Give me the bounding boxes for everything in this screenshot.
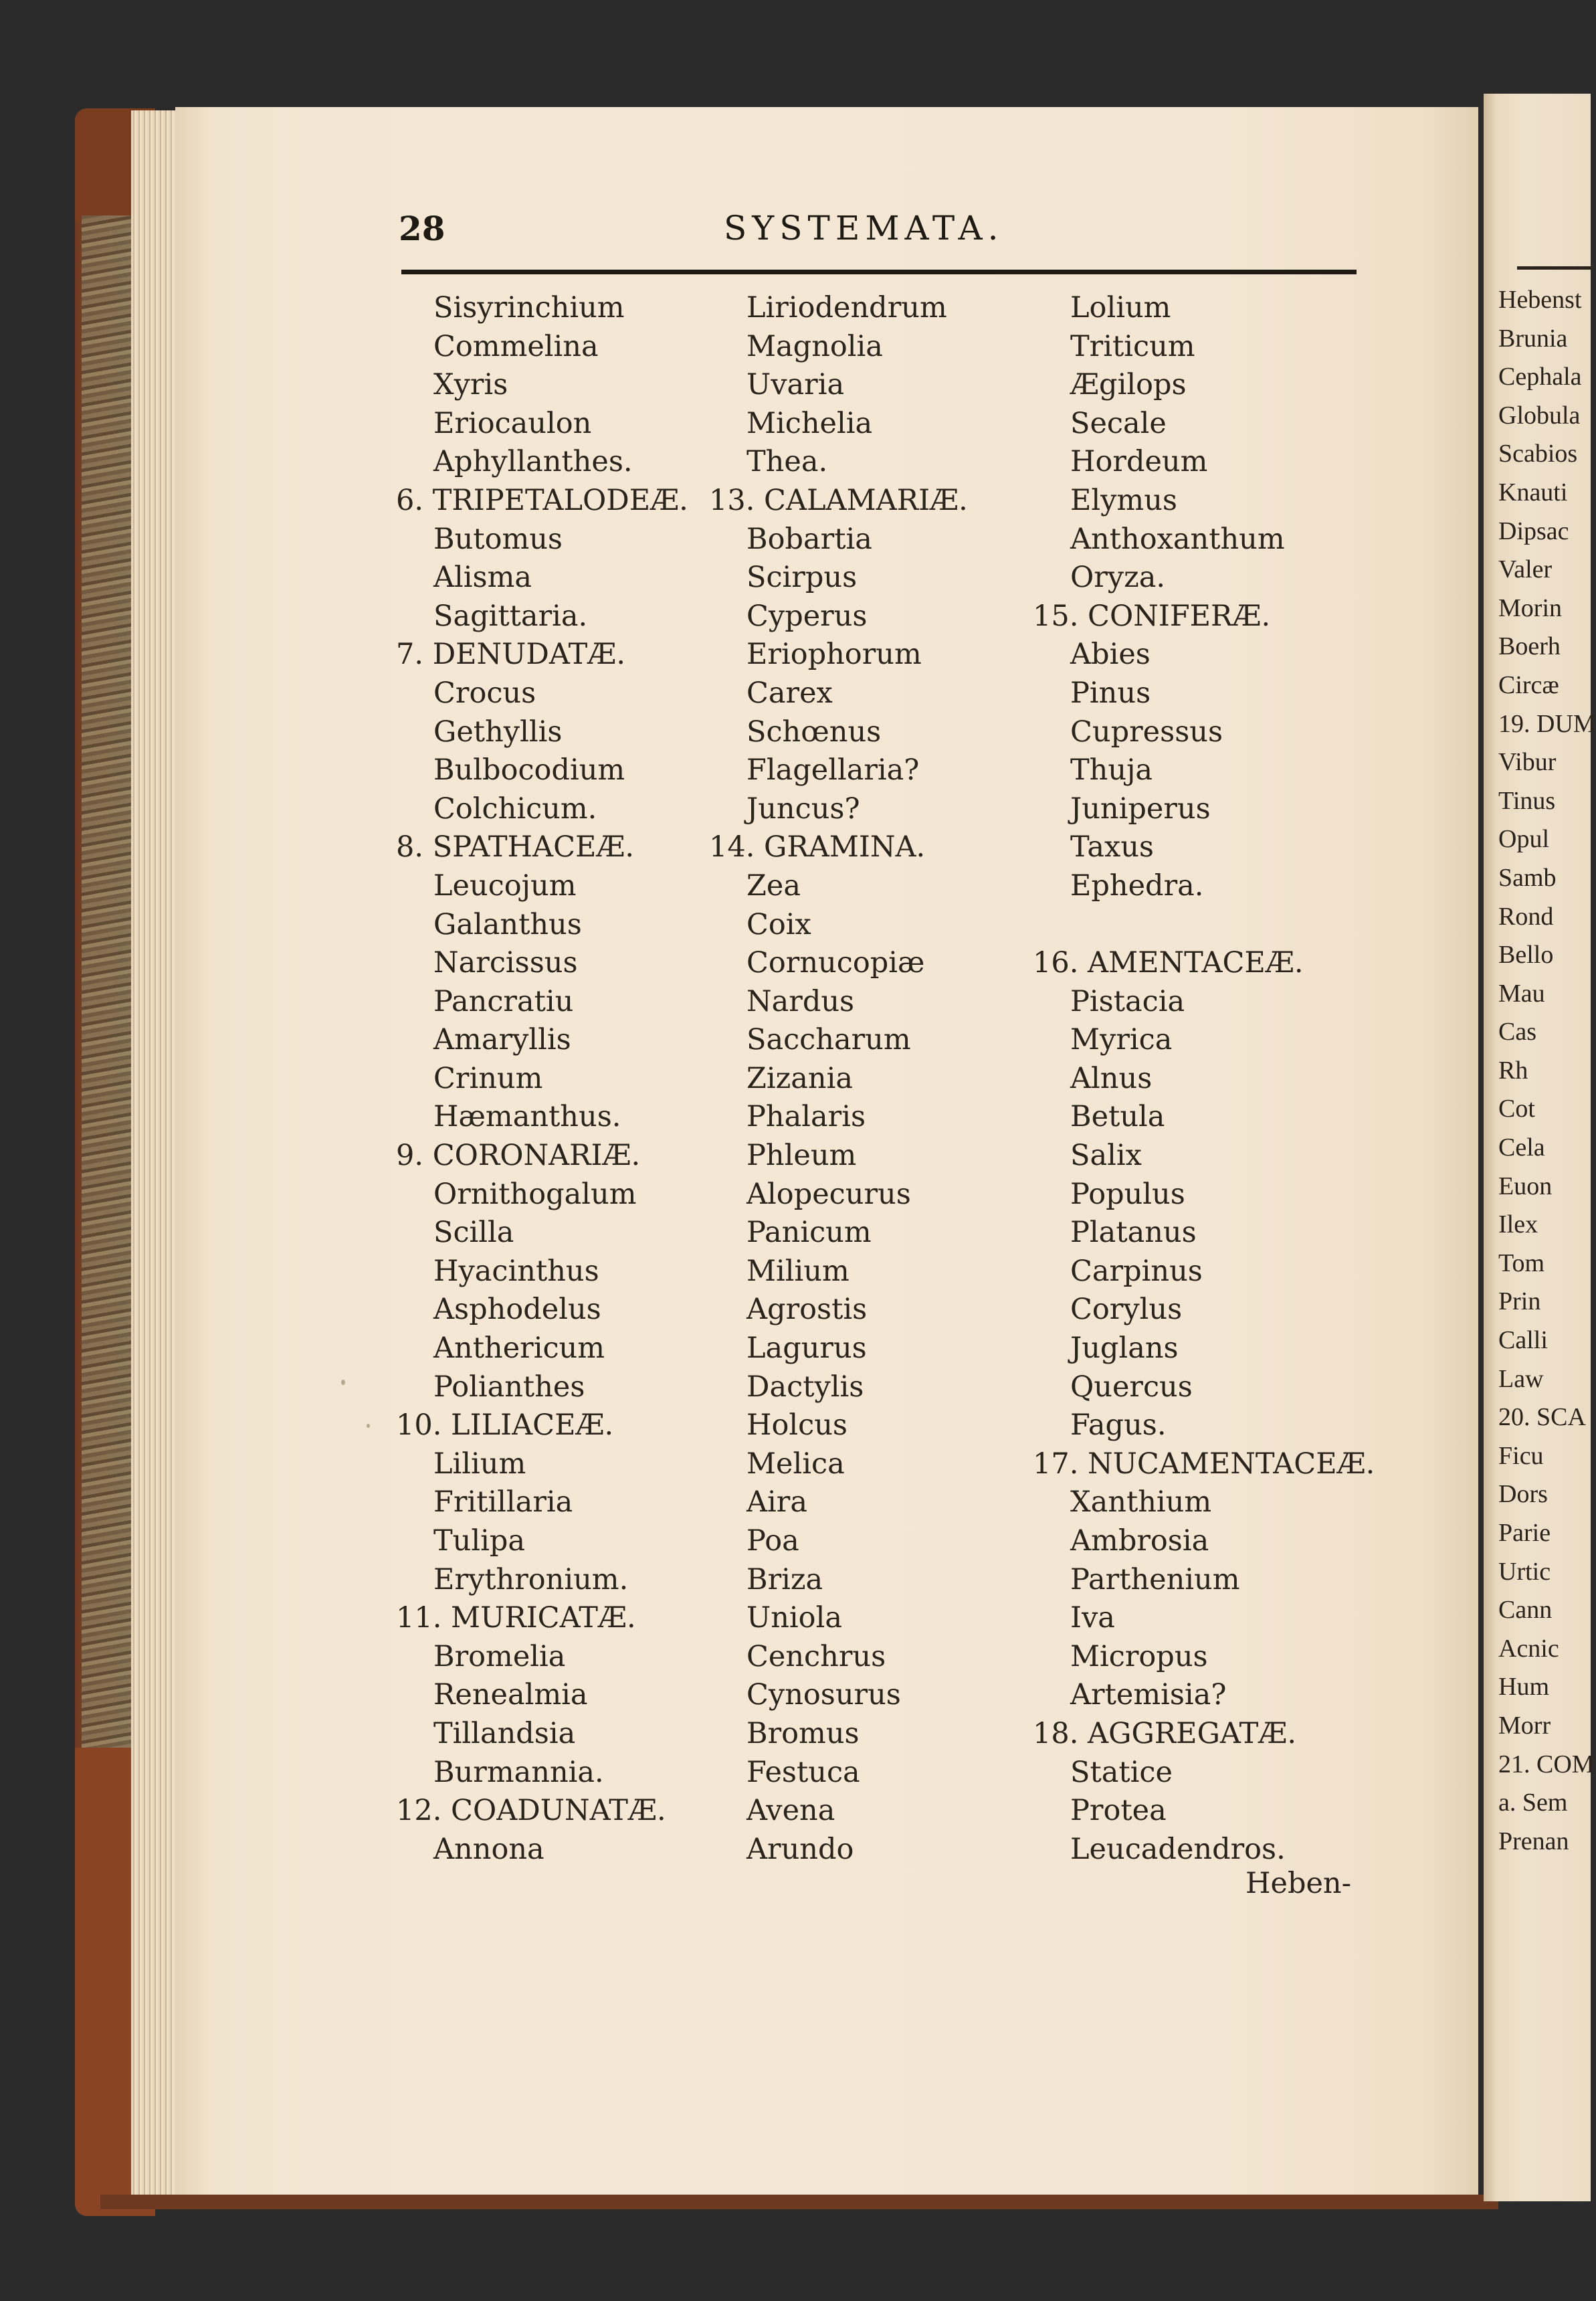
paper-spot xyxy=(341,1380,345,1385)
genus-entry: Salix xyxy=(1070,1139,1142,1173)
genus-entry: Betula xyxy=(1070,1100,1165,1134)
genus-entry: Leucojum xyxy=(433,868,577,903)
genus-entry: Xanthium xyxy=(1070,1485,1212,1520)
facing-page-line: Opul xyxy=(1498,825,1549,854)
facing-page-line: Globula xyxy=(1498,401,1581,430)
genus-entry: Uvaria xyxy=(746,368,845,402)
facing-page-line: Law xyxy=(1498,1364,1544,1393)
genus-entry: Annona xyxy=(433,1832,544,1866)
facing-page-line: Prenan xyxy=(1498,1827,1569,1855)
genus-entry: Bulbocodium xyxy=(433,753,625,788)
facing-page-line: Tinus xyxy=(1498,786,1556,815)
genus-entry: Melica xyxy=(746,1447,845,1481)
genus-entry: Sisyrinchium xyxy=(433,291,625,325)
genus-entry: Carpinus xyxy=(1070,1254,1203,1288)
genus-entry: Statice xyxy=(1070,1755,1173,1789)
facing-page-line: Boerh xyxy=(1498,632,1561,661)
genus-entry: Bromelia xyxy=(433,1639,566,1673)
genus-entry: Scirpus xyxy=(746,561,858,595)
facing-page-line: Morin xyxy=(1498,593,1562,622)
genus-entry: Eriocaulon xyxy=(433,406,592,440)
order-heading: 10. LILIACEÆ. xyxy=(396,1408,614,1443)
genus-entry: Oryza. xyxy=(1070,561,1166,595)
genus-entry: Cynosurus xyxy=(746,1678,901,1712)
facing-page-line: 20. SCA xyxy=(1498,1403,1586,1432)
genus-entry: Milium xyxy=(746,1254,850,1288)
column-1 xyxy=(396,289,688,1869)
facing-page-line: Parie xyxy=(1498,1519,1551,1547)
genus-entry: Hyacinthus xyxy=(433,1254,599,1288)
genus-entry: Phleum xyxy=(746,1139,857,1173)
facing-page-line: Urtic xyxy=(1498,1557,1551,1586)
genus-entry: Secale xyxy=(1070,406,1167,440)
genus-entry: Taxus xyxy=(1070,830,1154,864)
facing-page-line: Cephala xyxy=(1498,363,1582,391)
genus-entry: Hæmanthus. xyxy=(433,1100,621,1134)
genus-entry: Renealmia xyxy=(433,1678,588,1712)
genus-entry: Hordeum xyxy=(1070,445,1208,479)
genus-entry: Ambrosia xyxy=(1070,1524,1209,1558)
genus-entry: Xyris xyxy=(433,368,508,402)
genus-entry: Schœnus xyxy=(746,715,882,749)
order-heading: 12. COADUNATÆ. xyxy=(396,1794,666,1828)
genus-entry: Galanthus xyxy=(433,907,582,941)
cover-bottom-edge xyxy=(100,2195,1498,2209)
genus-entry: Abies xyxy=(1070,638,1151,672)
genus-entry: Cupressus xyxy=(1070,715,1223,749)
genus-entry: Quercus xyxy=(1070,1370,1193,1404)
genus-entry: Lagurus xyxy=(746,1331,867,1366)
facing-page-rule xyxy=(1517,266,1591,270)
facing-page-line: Calli xyxy=(1498,1326,1548,1355)
genus-entry: Elymus xyxy=(1070,483,1177,517)
order-heading: 7. DENUDATÆ. xyxy=(396,638,625,672)
genus-entry: Lilium xyxy=(433,1447,526,1481)
genus-entry: Flagellaria? xyxy=(746,753,920,788)
genus-entry: Butomus xyxy=(433,522,563,556)
order-heading: 9. CORONARIÆ. xyxy=(396,1139,641,1173)
facing-page-line: Valer xyxy=(1498,555,1553,584)
genus-entry: Phalaris xyxy=(746,1100,866,1134)
paper-spot xyxy=(367,1424,370,1428)
genus-entry: Saccharum xyxy=(746,1023,911,1057)
genus-entry: Michelia xyxy=(746,406,873,440)
order-heading: 15. CONIFERÆ. xyxy=(1033,599,1271,633)
genus-entry: Lolium xyxy=(1070,291,1171,325)
genus-entry: Agrostis xyxy=(746,1293,868,1327)
genus-entry: Artemisia? xyxy=(1070,1678,1227,1712)
genus-entry: Ephedra. xyxy=(1070,868,1204,903)
order-heading: 17. NUCAMENTACEÆ. xyxy=(1033,1447,1375,1481)
genus-entry: Aira xyxy=(746,1485,807,1520)
genus-entry: Coix xyxy=(746,907,811,941)
genus-entry: Amaryllis xyxy=(433,1023,571,1057)
genus-entry: Ægilops xyxy=(1070,368,1187,402)
facing-page-line: Cann xyxy=(1498,1596,1553,1625)
facing-page-line: Tom xyxy=(1498,1249,1545,1277)
genus-entry: Juncus? xyxy=(746,792,860,826)
genus-entry xyxy=(1033,906,1375,945)
genus-entry: Polianthes xyxy=(433,1370,585,1404)
genus-entry: Arundo xyxy=(746,1832,854,1866)
facing-page-line: Dors xyxy=(1498,1480,1548,1509)
genus-entry: Avena xyxy=(746,1794,835,1828)
genus-entry: Crinum xyxy=(433,1061,543,1095)
facing-page-line: Knauti xyxy=(1498,478,1568,507)
header-rule xyxy=(401,270,1357,274)
facing-page-line: Cot xyxy=(1498,1095,1535,1123)
genus-entry: Micropus xyxy=(1070,1639,1208,1673)
genus-entry: Fagus. xyxy=(1070,1408,1167,1443)
order-heading: 14. GRAMINA. xyxy=(709,830,926,864)
genus-entry: Nardus xyxy=(746,984,855,1018)
genus-entry: Dactylis xyxy=(746,1370,864,1404)
genus-entry: Sagittaria. xyxy=(433,599,588,633)
genus-entry: Alopecurus xyxy=(746,1177,911,1211)
genus-entry: Anthericum xyxy=(433,1331,605,1366)
catchword: Heben- xyxy=(1245,1867,1352,1900)
page-title: SYSTEMATA. xyxy=(724,209,1004,248)
genus-entry: Juglans xyxy=(1070,1331,1179,1366)
genus-entry: Populus xyxy=(1070,1177,1185,1211)
genus-entry: Briza xyxy=(746,1562,823,1596)
genus-entry: Erythronium. xyxy=(433,1562,629,1596)
genus-entry: Gethyllis xyxy=(433,715,563,749)
genus-entry: Anthoxanthum xyxy=(1070,522,1285,556)
column-2 xyxy=(709,289,968,1869)
genus-entry: Juniperus xyxy=(1070,792,1211,826)
genus-entry: Aphyllanthes. xyxy=(433,445,633,479)
facing-page-line: Cas xyxy=(1498,1018,1536,1046)
facing-page-line: Prin xyxy=(1498,1287,1541,1316)
genus-entry: Crocus xyxy=(433,676,536,710)
genus-entry: Commelina xyxy=(433,329,599,363)
genus-entry: Zizania xyxy=(746,1061,854,1095)
facing-page-line: Dipsac xyxy=(1498,517,1569,545)
genus-entry: Tulipa xyxy=(433,1524,526,1558)
facing-page-line: Vibur xyxy=(1498,748,1557,777)
genus-entry: Poa xyxy=(746,1524,799,1558)
genus-entry: Thuja xyxy=(1070,753,1153,788)
facing-page-line: Circæ xyxy=(1498,670,1559,699)
facing-page-line: Rond xyxy=(1498,902,1554,931)
genus-entry: Platanus xyxy=(1070,1216,1197,1250)
genus-entry: Bobartia xyxy=(746,522,872,556)
order-heading: 13. CALAMARIÆ. xyxy=(709,483,968,517)
facing-page-line: Mau xyxy=(1498,979,1545,1008)
facing-page-line: Acnic xyxy=(1498,1634,1559,1663)
facing-page-line: 21. COM xyxy=(1498,1750,1595,1778)
facing-page-line: Euon xyxy=(1498,1172,1553,1200)
facing-page-line: Samb xyxy=(1498,863,1557,892)
genus-entry: Pistacia xyxy=(1070,984,1185,1018)
page-number: 28 xyxy=(399,209,445,248)
genus-entry: Myrica xyxy=(1070,1023,1173,1057)
order-heading: 16. AMENTACEÆ. xyxy=(1033,946,1304,980)
genus-entry: Parthenium xyxy=(1070,1562,1240,1596)
facing-page-line: Hebenst xyxy=(1498,286,1582,314)
genus-entry: Carex xyxy=(746,676,833,710)
genus-entry: Pancratiu xyxy=(433,984,574,1018)
genus-entry: Leucadendros. xyxy=(1070,1832,1286,1866)
genus-entry: Scilla xyxy=(433,1216,514,1250)
genus-entry: Narcissus xyxy=(433,946,578,980)
genus-entry: Bromus xyxy=(746,1716,860,1750)
genus-entry: Uniola xyxy=(746,1601,842,1635)
genus-entry: Protea xyxy=(1070,1794,1167,1828)
genus-entry: Triticum xyxy=(1070,329,1195,363)
order-heading: 18. AGGREGATÆ. xyxy=(1033,1716,1297,1750)
genus-entry: Iva xyxy=(1070,1601,1115,1635)
genus-entry: Tillandsia xyxy=(433,1716,576,1750)
facing-page-line: Scabios xyxy=(1498,440,1578,468)
facing-page-line: Morr xyxy=(1498,1711,1551,1740)
facing-page-line: Brunia xyxy=(1498,324,1568,353)
order-heading: 6. TRIPETALODEÆ. xyxy=(396,483,688,517)
facing-page-line: Ficu xyxy=(1498,1441,1544,1470)
genus-entry: Cenchrus xyxy=(746,1639,886,1673)
facing-page-line: Ilex xyxy=(1498,1210,1538,1239)
column-3 xyxy=(1033,289,1375,1869)
running-head xyxy=(399,209,1335,256)
marbled-paper xyxy=(82,215,135,1754)
genus-entry: Panicum xyxy=(746,1216,872,1250)
facing-page-line: 19. DUM xyxy=(1498,709,1596,738)
genus-entry: Zea xyxy=(746,868,801,903)
genus-entry: Alisma xyxy=(433,561,532,595)
genus-entry: Festuca xyxy=(746,1755,860,1789)
genus-entry: Eriophorum xyxy=(746,638,922,672)
facing-page-line: Bello xyxy=(1498,941,1554,970)
genus-entry: Thea. xyxy=(746,445,828,479)
genus-entry: Colchicum. xyxy=(433,792,597,826)
facing-page-line: a. Sem xyxy=(1498,1788,1568,1817)
genus-entry: Burmannia. xyxy=(433,1755,604,1789)
genus-entry: Cyperus xyxy=(746,599,868,633)
genus-entry: Fritillaria xyxy=(433,1485,573,1520)
facing-page-line: Rh xyxy=(1498,1056,1528,1085)
facing-page-line: Cela xyxy=(1498,1133,1545,1162)
genus-entry: Alnus xyxy=(1070,1061,1153,1095)
genus-entry: Asphodelus xyxy=(433,1293,601,1327)
facing-page-line: Hum xyxy=(1498,1673,1549,1701)
order-heading: 11. MURICATÆ. xyxy=(396,1601,636,1635)
genus-entry: Magnolia xyxy=(746,329,883,363)
genus-entry: Pinus xyxy=(1070,676,1151,710)
genus-entry: Holcus xyxy=(746,1408,847,1443)
genus-entry: Cornucopiæ xyxy=(746,946,925,980)
order-heading: 8. SPATHACEÆ. xyxy=(396,830,635,864)
genus-entry: Ornithogalum xyxy=(433,1177,637,1211)
genus-entry: Corylus xyxy=(1070,1293,1183,1327)
facing-page-text xyxy=(1498,281,1596,1861)
genus-entry: Liriodendrum xyxy=(746,291,947,325)
